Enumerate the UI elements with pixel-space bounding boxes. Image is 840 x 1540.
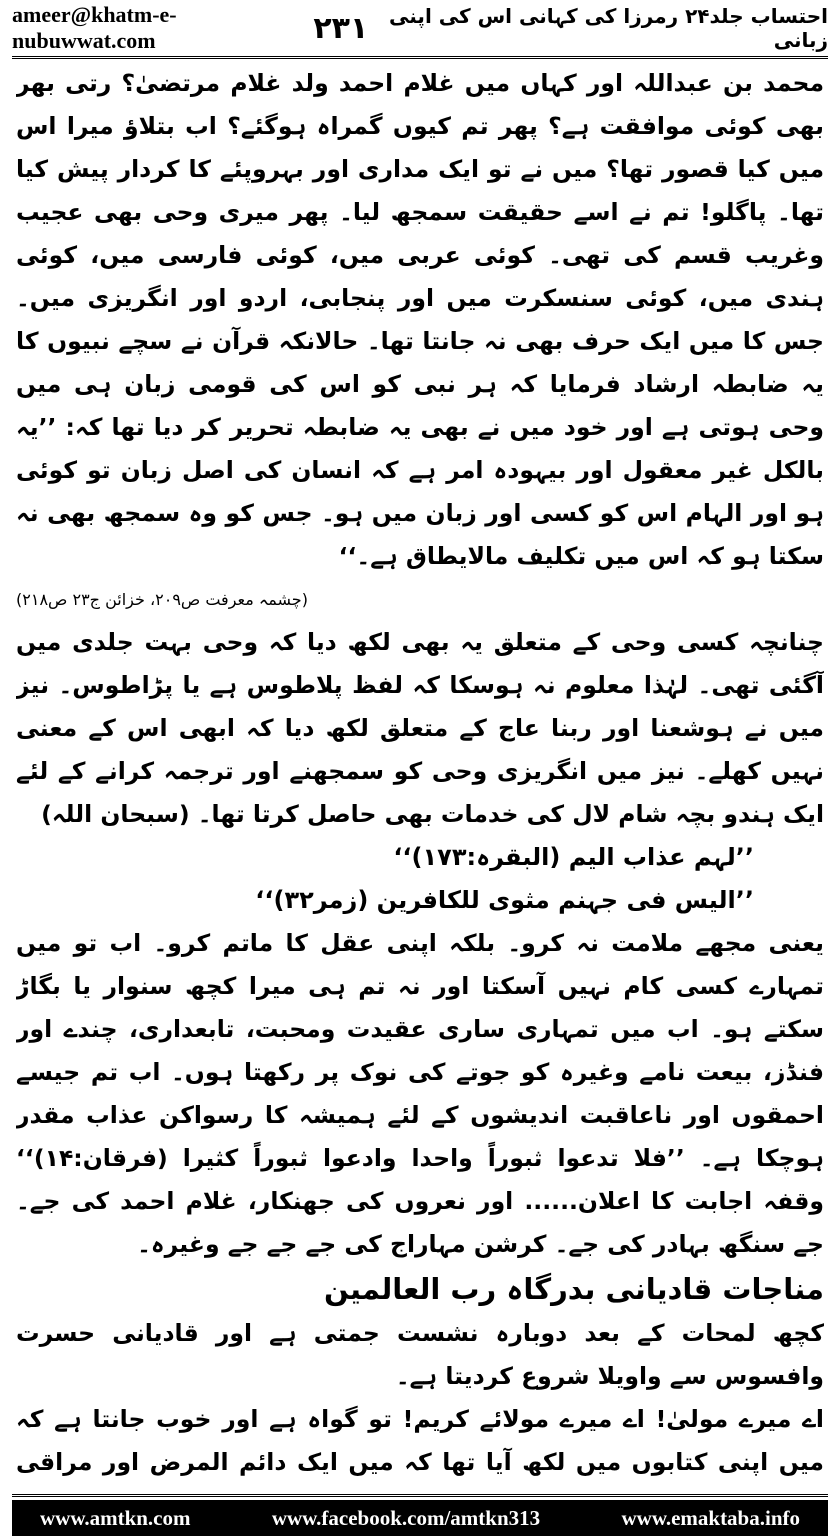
header-email[interactable]: ameer@khatm-e-nubuwwat.com — [12, 2, 177, 53]
arabic-quote-2: ’’الیس فی جہنم مثوی للکافرین (زمر۳۲)‘‘ — [255, 886, 754, 914]
page-footer — [12, 1500, 828, 1536]
paragraph-3: یعنی مجھے ملامت نہ کرو۔ بلکہ اپنی عقل کا ماتم کرو۔ اب تو میں تمہارے کسی کام نہیں آسکتا اور نہ تم ہی میرا کچھ سنوار یا بگاڑ سکتے ہو۔ اب میں تمہاری ساری عقیدت ومحبت، تابعداری، چندے اور فنڈز، بیعت نامے وغیرہ کو جوتے کی نوک پر رکھتا ہوں۔ اب تم جیسے احمقوں اور ناعاقبت اندیشوں کے لئے ہمیشہ کا رسواکن عذاب مقدر ہوچکا ہے۔ ’’فلا تدعوا ثبوراً واحدا وادعوا ثبوراً کثیرا (فرقان:۱۴)‘‘ وقفہ اجابت کا اعلان...... اور نعروں کی جھنکار، غلام احمد کی جے۔ جے سنگھ بہادر کی جے۔ کرشن مہاراج کی جے جے جے وغیرہ۔ — [16, 929, 824, 1258]
page-body — [16, 62, 824, 1480]
page-number: ۲۳۱ — [313, 10, 369, 46]
footer-link-facebook[interactable]: www.facebook.com/amtkn313 — [271, 1505, 541, 1530]
citation-text: (چشمہ معرفت ص۲۰۹، خزائن ج۲۳ ص۲۱۸) — [16, 590, 308, 609]
footer-link-amtkn[interactable]: www.amtkn.com — [40, 1505, 191, 1530]
section-heading: مناجات قادیانی بدرگاہ رب العالمین — [323, 1272, 824, 1306]
paragraph-5: اے میرے مولیٰ! اے میرے مولائے کریم! تو گواہ ہے اور خوب جانتا ہے کہ میں اپنی کتابوں میں لکھ آیا تھا کہ میں ایک دائم المرض اور مراقی — [16, 1405, 824, 1476]
footer-link-emaktaba[interactable]: www.emaktaba.info — [621, 1505, 800, 1530]
arabic-quote-1: ’’لہم عذاب الیم (البقرہ:۱۷۳)‘‘ — [393, 843, 754, 871]
running-title: احتساب جلد۲۴ رمرزا کی کہانی اس کی اپنی زبانی — [389, 4, 828, 52]
citation — [16, 578, 824, 621]
footer-rule — [12, 1494, 828, 1497]
paragraph-2: چنانچہ کسی وحی کے متعلق یہ بھی لکھ دیا کہ وحی بہت جلدی میں آگئی تھی۔ لہٰذا معلوم نہ ہوسکا کہ لفظ پلاطوس ہے یا پڑاطوس۔ نیز میں نے ہوشعنا اور ربنا عاج کے متعلق لکھ دیا کہ ابھی اس کے معنی نہیں کھلے۔ نیز میں انگریزی وحی کو سمجھنے اور ترجمہ کرانے کے لئے ایک ہندو بچہ شام لال کی خدمات بھی حاصل کرتا تھا۔ (سبحان اللہ) — [16, 628, 824, 828]
page-header — [12, 4, 828, 52]
paragraph-4: کچھ لمحات کے بعد دوبارہ نشست جمتی ہے اور قادیانی حسرت وافسوس سے واویلا شروع کردیتا ہے۔ — [16, 1319, 824, 1390]
header-rule — [12, 56, 828, 59]
paragraph-1: محمد بن عبداللہ اور کہاں میں غلام احمد ولد غلام مرتضیٰ؟ رتی بھر بھی کوئی موافقت ہے؟ پھر تم کیوں گمراہ ہوگئے؟ اب بتلاؤ میرا اس میں کیا قصور تھا؟ میں نے تو ایک مداری اور بہروپئے کا کردار پیش کیا تھا۔ پاگلو! تم نے اسے حقیقت سمجھ لیا۔ پھر میری وحی بھی عجیب وغریب قسم کی تھی۔ کوئی عربی میں، کوئی فارسی میں، کوئی ہندی میں، کوئی سنسکرت میں اور پنجابی، اردو اور انگریزی میں۔ جس کا میں ایک حرف بھی نہ جانتا تھا۔ حالانکہ قرآن نے سچے نبیوں کا یہ ضابطہ ارشاد فرمایا کہ ہر نبی کو اس کی قومی زبان ہی میں وحی ہوتی ہے اور خود میں نے بھی یہ ضابطہ تحریر کر دیا تھا کہ: ’’یہ بالکل غیر معقول اور بیہودہ امر ہے کہ انسان کی اصل زبان تو کوئی ہو اور الہام اس کو کسی اور زبان میں ہو۔ جس کو وہ سمجھ بھی نہ سکتا ہو کہ اس میں تکلیف مالایطاق ہے۔‘‘ — [16, 69, 824, 570]
